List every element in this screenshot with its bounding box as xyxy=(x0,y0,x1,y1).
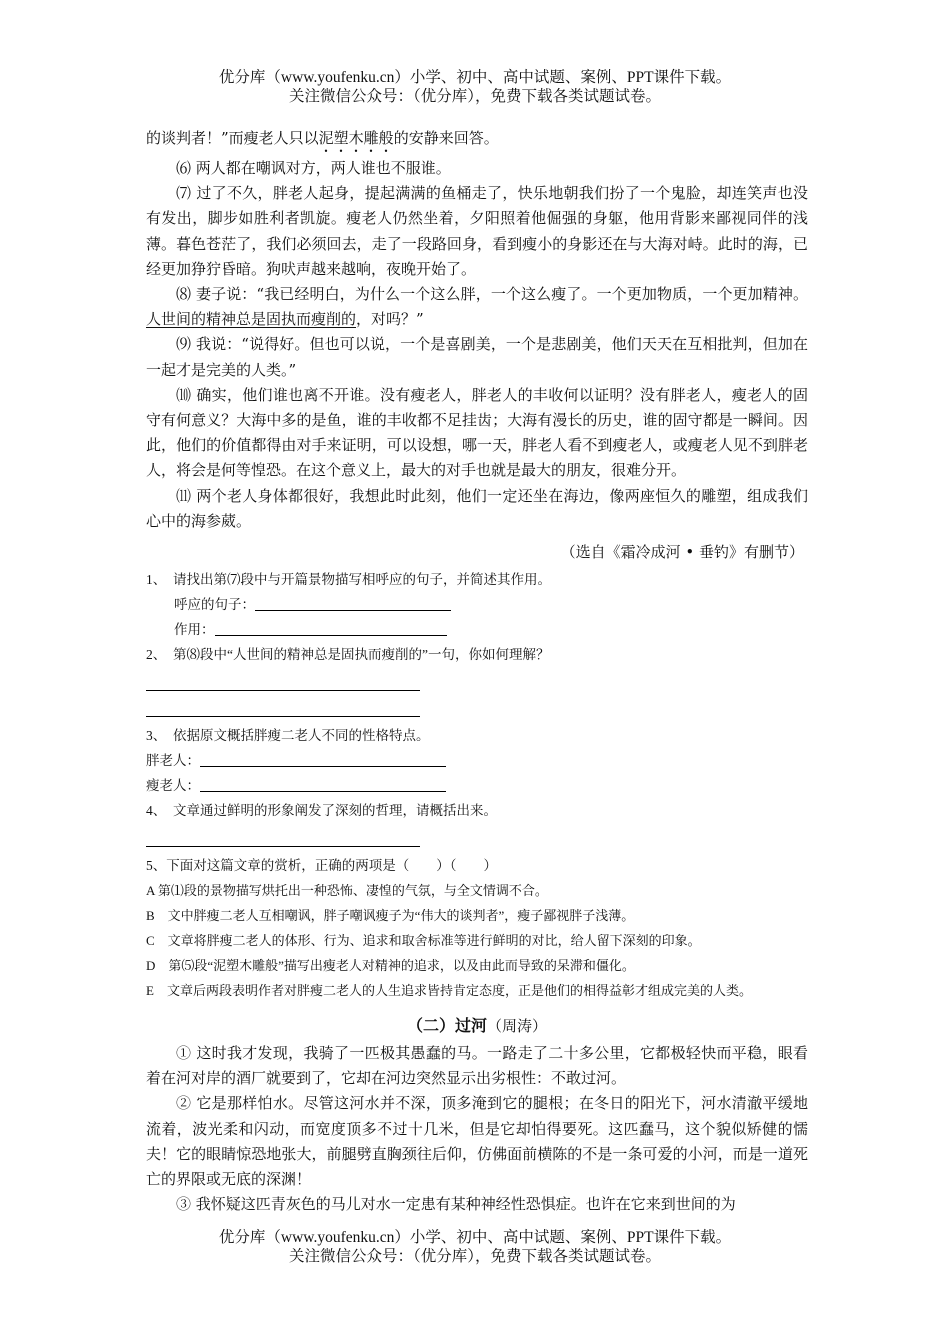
page-footer xyxy=(0,1228,950,1266)
question-5: 5、下面对这篇文章的赏析，正确的两项是（ ）（ ） xyxy=(146,858,497,874)
answer-blank[interactable] xyxy=(255,596,451,611)
page-header xyxy=(0,68,950,106)
dotted-phrase: 泥塑木雕般 xyxy=(318,129,394,147)
answer-blank[interactable] xyxy=(215,621,447,636)
section-2-title: （二）过河（周涛） xyxy=(406,1016,548,1036)
question-1-sentence: 呼应的句子： xyxy=(146,592,808,617)
question-1: 1、 请找出第⑺段中与开篇景物描写相呼应的句子，并简述其作用。 xyxy=(146,572,551,588)
option-d: D 第⑸段“泥塑木雕般”描写出瘦老人对精神的追求，以及由此而导致的呆滞和僵化。 xyxy=(146,958,635,974)
paragraph-9: ⑼ 我说：“说得好。但也可以说，一个是喜剧美，一个是悲剧美，他们天天在互相批判，但加在一起才是完美的人类。” xyxy=(146,335,808,379)
footer-line-2: 关注微信公众号：（优分库），免费下载各类试题试卷。 xyxy=(288,1248,661,1265)
question-2: 2、 第⑻段中“人世间的精神总是固执而瘦削的”一句，你如何理解？ xyxy=(146,647,550,663)
paragraph-6: ⑹ 两人都在嘲讽对方，两人谁也不服谁。 xyxy=(176,159,451,177)
header-line-1: 优分库（www.youfenku.cn）小学、初中、高中试题、案例、PPT课件下载。 xyxy=(218,69,732,86)
section-2-paragraph-2: ② 它是那样怕水。尽管这河水并不深，顶多淹到它的腿根；在冬日的阳光下，河水清澈平缓地流着，波光柔和闪动，而宽度顶多不过十几米，但是它却怕得要死。这匹蠢马，这个貌似矫健的懦夫！它的眼睛惊恐地张大，前腿劈直胸颈往后仰，仿佛面前横陈的不是一条可爱的小河，而是一道死亡的界限或无底的深渊！ xyxy=(146,1094,808,1189)
section-2-author: （周涛） xyxy=(487,1017,548,1036)
header-line-2: 关注微信公众号：（优分库），免费下载各类试题试卷。 xyxy=(288,88,661,105)
source-citation: （选自《霜冷成河 • 垂钓》有删节） xyxy=(560,543,804,562)
question-3: 3、 依据原文概括胖瘦二老人不同的性格特点。 xyxy=(146,728,430,744)
option-c: C 文章将胖瘦二老人的体形、行为、追求和取舍标准等进行鲜明的对比，给人留下深刻的印象。 xyxy=(146,933,701,949)
paragraph-11: ⑾ 两个老人身体都很好，我想此时此刻，他们一定还坐在海边，像两座恒久的雕塑，组成我们心中的海参葳。 xyxy=(146,486,808,530)
option-b: B 文中胖瘦二老人互相嘲讽，胖子嘲讽瘦子为“伟大的谈判者”，瘦子鄙视胖子浅薄。 xyxy=(146,908,635,924)
document-body xyxy=(146,126,808,1217)
question-4: 4、 文章通过鲜明的形象阐发了深刻的哲理，请概括出来。 xyxy=(146,803,497,819)
question-1-effect: 作用： xyxy=(146,617,808,642)
passage-continuation: 的谈判者！”而瘦老人只以泥塑木雕般的安静来回答。 xyxy=(146,129,499,147)
answer-blank[interactable] xyxy=(200,752,446,767)
underlined-sentence: 人世间的精神总是固执而瘦削的 xyxy=(146,310,357,329)
answer-blank[interactable] xyxy=(200,777,446,792)
paragraph-10: ⑽ 确实，他们谁也离不开谁。没有瘦老人，胖老人的丰收何以证明？没有胖老人，瘦老人的固守有何意义？大海中多的是鱼，谁的丰收都不足挂齿；大海有漫长的历史，谁的固守都是一瞬间。因此，他们的价值都得由对手来证明，可以设想，哪一天，胖老人看不到瘦老人，或瘦老人见不到胖老人，将会是何等惶恐。在这个意义上，最大的对手也就是最大的朋友，很难分开。 xyxy=(146,385,808,480)
section-2-paragraph-1: ① 这时我才发现，我骑了一匹极其愚蠢的马。一路走了二十多公里，它都极轻快而平稳，眼看着在河对岸的酒厂就要到了，它却在河边突然显示出劣根性：不敢过河。 xyxy=(146,1044,808,1088)
paragraph-7: ⑺ 过了不久，胖老人起身，提起满满的鱼桶走了，快乐地朝我们扮了一个鬼脸，却连笑声也没有发出，脚步如胜利者凯旋。瘦老人仍然坐着，夕阳照着他倔强的身躯，他用背影来鄙视同伴的浅薄。暮色苍茫了，我们必须回去，走了一段路回身，看到瘦小的身影还在与大海对峙。此时的海，已经更加狰狞昏暗。狗吠声越来越响，夜晚开始了。 xyxy=(146,184,808,278)
section-2-paragraph-3: ③ 我怀疑这匹青灰色的马儿对水一定患有某种神经性恐惧症。也许在它来到世间的为 xyxy=(176,1195,736,1214)
paragraph-8: ⑻ 妻子说：“我已经明白，为什么一个这么胖，一个这么瘦了。一个更加物质，一个更加精神。人世间的精神总是固执而瘦削的，对吗？” xyxy=(146,285,808,329)
footer-line-1: 优分库（www.youfenku.cn）小学、初中、高中试题、案例、PPT课件下载。 xyxy=(218,1229,732,1246)
question-3-fat: 胖老人： xyxy=(146,748,808,773)
question-3-thin: 瘦老人： xyxy=(146,773,808,798)
option-e: E 文章后两段表明作者对胖瘦二老人的人生追求皆持肯定态度，正是他们的相得益彰才组成完美的人类。 xyxy=(146,983,752,999)
option-a: A 第⑴段的景物描写烘托出一种恐怖、凄惶的气氛，与全文情调不合。 xyxy=(146,883,548,899)
